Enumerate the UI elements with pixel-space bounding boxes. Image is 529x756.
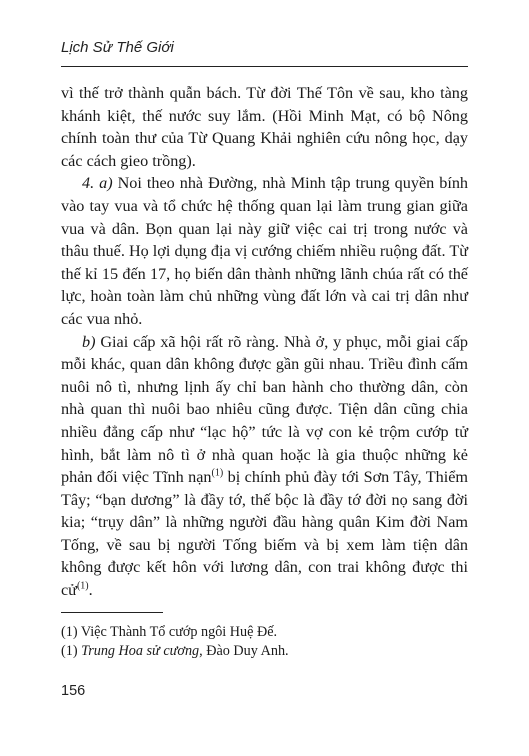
- footnote-1-text: Việc Thành Tổ cướp ngôi Huệ Đế.: [77, 624, 278, 640]
- body-text: [61, 82, 468, 602]
- footnote-1: [61, 623, 468, 642]
- paragraph-3-text-a: Giai cấp xã hội rất rõ ràng. Nhà ở, y phục, mỗi giai cấp mỗi khác, quan dân không được gần gũi nhau. Triều đình cấm nuôi nô tì, nhưng lịnh ấy chỉ ban hành cho thường dân, còn nhà quan thì nuôi bao nhiêu cũng được. Tiện dân cũng chia nhiều đẳng cấp như “lạc hộ” tức là vợ con kẻ trộm cướp tử hình, bắt làm nô tì ở nhà quan hoặc là gia thuộc những kẻ phản đối việc Tĩnh nạn: [61, 332, 468, 487]
- paragraph-3-end: .: [88, 581, 93, 600]
- footnote-ref-1: (1): [211, 467, 224, 479]
- footnote-1-marker: (1): [61, 624, 78, 640]
- paragraph-3-text-b: bị chính phủ đày tới Sơn Tây, Thiểm Tây; “bạn dương” là đầy tớ, thế bộc là đầy tớ đời nọ sang đời kia; “trụy dân” là những người đầu hàng quân Kim đời Nam Tống, về sau bị người Tống biếm và bị xem làm tiện dân không được kết hôn với lương dân, con trai không được thi cử: [61, 468, 468, 600]
- footnotes: [61, 623, 468, 661]
- footnote-2: [61, 642, 468, 661]
- running-header: Lịch Sử Thế Giới: [61, 39, 174, 56]
- paragraph-3-label: b): [82, 332, 96, 351]
- footnote-ref-2: (1): [76, 580, 89, 592]
- header-rule: [61, 66, 468, 67]
- paragraph-2: [61, 172, 468, 330]
- footnote-2-rest: , Đào Duy Anh.: [199, 643, 289, 659]
- label-text: 4. a): [82, 174, 113, 193]
- paragraph-2-label: [82, 174, 113, 192]
- footnote-2-title: Trung Hoa sử cương: [81, 643, 200, 659]
- paragraph-3: [61, 331, 468, 602]
- footnote-separator: [61, 612, 163, 613]
- paragraph-1: vì thế trở thành quẫn bách. Từ đời Thế Tôn về sau, kho tàng khánh kiệt, thế nước suy lắm. (Hồi Minh Mạt, có bộ Nông chính toàn thư của Từ Quang Khải nghiên cứu nông học, dạy các cách gieo trồng).: [61, 84, 468, 170]
- paragraph-2-text: Noi theo nhà Đường, nhà Minh tập trung quyền bính vào tay vua và tổ chức hệ thống quan lại làm trung gian giữa vua và dân. Bọn quan lại này giữ việc cai trị trong nước và thâu thuế. Họ lợi dụng địa vị cướng chiếm nhiều ruộng đất. Từ thế kỉ 15 đến 17, họ biến dân thành những lãnh chúa rất có thế lực, hoàn toàn làm chủ những vùng đất lớn và cai trị dân như các vua nhỏ.: [61, 174, 469, 328]
- page-number: 156: [61, 683, 86, 699]
- footnote-2-marker: (1): [61, 643, 78, 659]
